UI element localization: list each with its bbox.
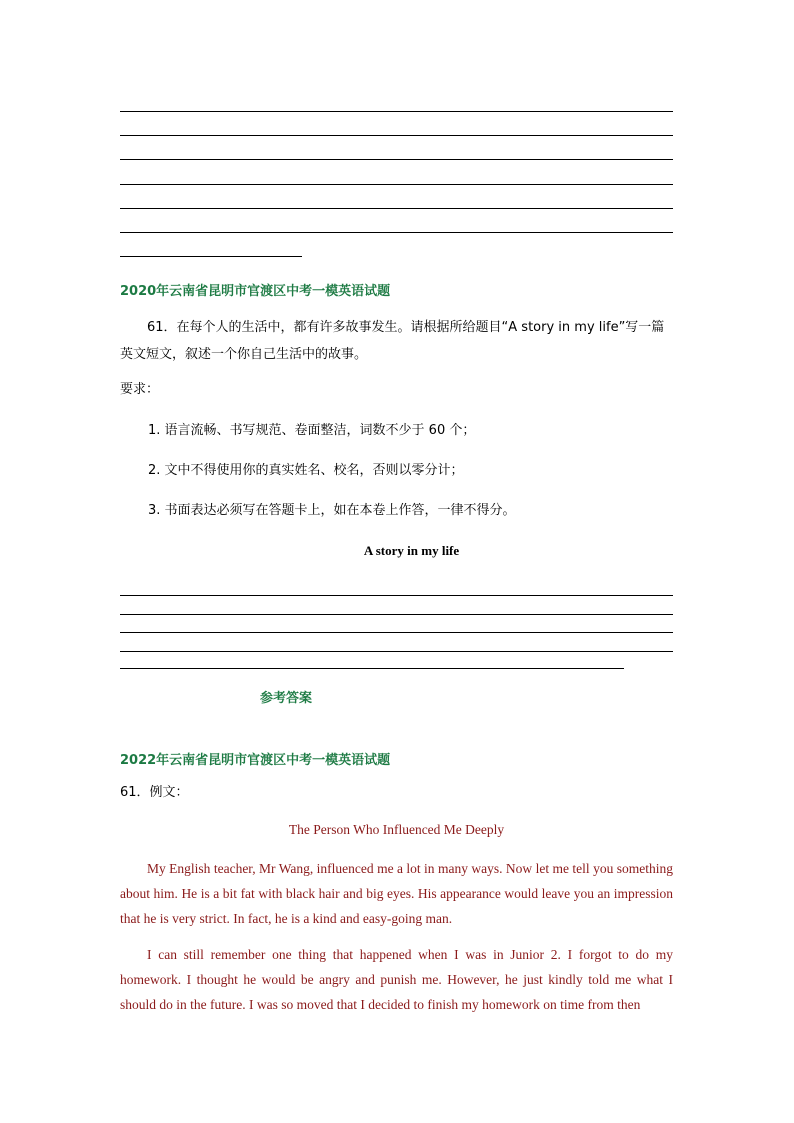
- sample-paragraph-2: [120, 942, 673, 1017]
- answer-line: [120, 184, 673, 185]
- section-heading-2020: 2020年云南省昆明市官渡区中考一模英语试题: [120, 284, 391, 299]
- answer-line: [120, 208, 673, 209]
- requirement-item: 1. 语言流畅、书写规范、卷面整洁，词数不少于 60 个；: [148, 423, 476, 438]
- answer-line-short: [120, 668, 624, 669]
- answer-line: [120, 632, 673, 633]
- answer-line: [120, 595, 673, 596]
- requirement-item: 2. 文中不得使用你的真实姓名、校名，否则以零分计；: [148, 463, 464, 478]
- question-text: 61．在每个人的生活中，都有许多故事发生。请根据所给题目“A story in my life”写一篇英文短文，叙述一个你自己生活中的故事。: [120, 320, 665, 362]
- answer-line: [120, 135, 673, 136]
- essay-title: A story in my life: [363, 543, 460, 558]
- answer-line: [120, 614, 673, 615]
- answer-line-short: [120, 256, 302, 257]
- paragraph-text: My English teacher, Mr Wang, influenced me a lot in many ways. Now let me tell you something about him. He is a bit fat with black hair and big eyes. His appearance would leave you an impression that he is very strict. In fact, he is a kind and easy-going man.: [120, 861, 673, 926]
- answer-line: [120, 232, 673, 233]
- answer-line: [120, 159, 673, 160]
- answer-line: [120, 111, 673, 112]
- paragraph-text: I can still remember one thing that happened when I was in Junior 2. I forgot to do my homework. I thought he would be angry and punish me. However, he just kindly told me what I should do in the future. I was so moved that I decided to finish my homework on time from then: [120, 947, 673, 1012]
- sample-label: 61．例文：: [120, 785, 189, 800]
- requirements-label: 要求：: [120, 382, 160, 397]
- sample-paragraph-1: [120, 856, 673, 931]
- requirement-item: 3. 书面表达必须写在答题卡上，如在本卷上作答，一律不得分。: [148, 503, 516, 518]
- answers-heading: 参考答案: [260, 691, 313, 706]
- answer-line: [120, 651, 673, 652]
- section-heading-2022: 2022年云南省昆明市官渡区中考一模英语试题: [120, 753, 391, 768]
- sample-essay-title: The Person Who Influenced Me Deeply: [288, 822, 505, 837]
